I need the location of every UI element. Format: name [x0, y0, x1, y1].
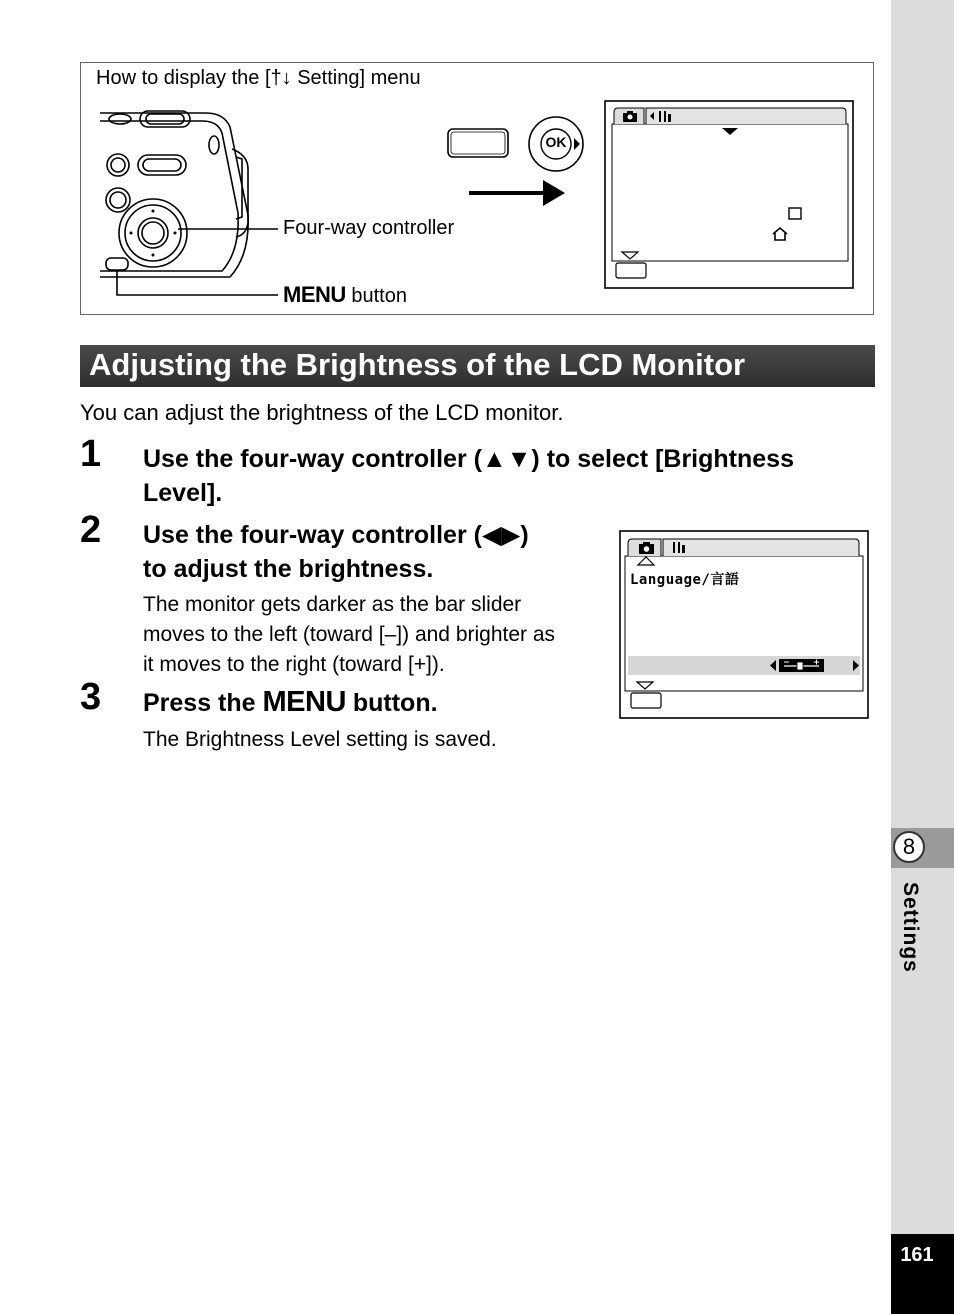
menu-word: MENU	[283, 282, 346, 307]
step-3-menu-word: MENU	[262, 686, 346, 718]
step-1-number: 1	[80, 433, 102, 475]
step-2-body	[143, 590, 555, 680]
side-strip	[891, 0, 954, 1314]
camera-back-illustration	[96, 105, 286, 300]
step-1-title-line-2: Level].	[143, 479, 223, 507]
four-way-controller-label: Four-way controller	[283, 217, 455, 239]
ok-button-label: OK	[545, 134, 567, 150]
page-number: 161	[900, 1244, 934, 1266]
step-3-number: 3	[80, 676, 102, 718]
lcd-menu-item-language: Language/言語	[630, 572, 740, 588]
info-box-title: How to display the [†↓ Setting] menu	[96, 67, 421, 89]
section-intro: You can adjust the brightness of the LCD monitor.	[80, 400, 564, 425]
step-2-body-line-3: it moves to the right (toward [+]).	[143, 653, 445, 676]
menu-button-suffix: button	[345, 285, 407, 307]
step-2-title-line-1: Use the four-way controller (◀▶)	[143, 521, 529, 549]
step-3-title-prefix: Press the	[143, 689, 263, 717]
step-3-body: The Brightness Level setting is saved.	[143, 728, 497, 751]
setting-menu-screen	[604, 100, 856, 290]
chapter-number: 8	[893, 831, 925, 863]
menu-button-label	[283, 282, 407, 308]
step-2-body-line-2: moves to the left (toward [–]) and brighter as	[143, 623, 556, 646]
step-2-number: 2	[80, 509, 102, 551]
step-1-title-line-1: Use the four-way controller (▲▼) to select [Brightness	[143, 445, 794, 473]
step-2-title-line-2: to adjust the brightness.	[143, 555, 434, 583]
brightness-level-screen	[619, 530, 871, 720]
step-2-body-line-1: The monitor gets darker as the bar slider	[143, 593, 522, 616]
step-2-title	[143, 518, 529, 586]
section-heading: Adjusting the Brightness of the LCD Monitor	[89, 347, 746, 382]
step-1-title	[143, 442, 794, 510]
step-3-title-suffix: button.	[345, 689, 438, 717]
menu-ok-buttons-illustration	[445, 112, 590, 212]
step-3-title	[143, 685, 438, 720]
chapter-label: Settings	[899, 882, 922, 973]
